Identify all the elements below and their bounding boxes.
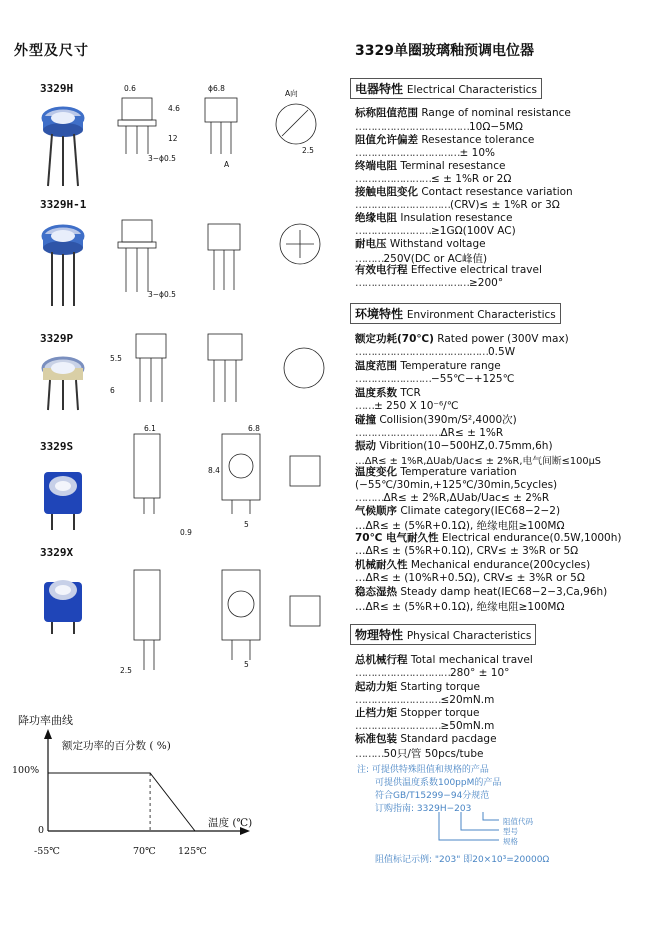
spec-value: (−55℃/30min,+125℃/30min,5cycles): [355, 479, 558, 491]
spec-row: 碰撞 Collision(390m/S²,4000次): [355, 414, 517, 426]
physical-heading: [350, 624, 536, 645]
environment-heading: [350, 303, 561, 324]
derating-xtick-70: 70℃: [133, 846, 156, 857]
environment-heading-cn: 环境特性: [355, 307, 404, 321]
spec-row: 额定功耗(70℃) Rated power (300V max): [355, 333, 569, 345]
model-label-3329p: 3329P: [40, 332, 74, 345]
dim-label: 5.5: [110, 354, 122, 363]
spec-value: ………50只/管 50pcs/tube: [355, 748, 484, 760]
spec-value: ……………………………………0.5W: [355, 346, 516, 358]
dim-label: 2.5: [120, 666, 132, 675]
order-code-bracket: [425, 812, 505, 852]
spec-value: ……………………………± 10%: [355, 147, 495, 159]
dim-label: 12: [168, 134, 178, 143]
spec-value: …ΔR≤ ± (5%R+0.1Ω), 绝缘电阻≥100MΩ: [355, 601, 565, 613]
spec-row: 阻值允许偏差 Resestance tolerance: [355, 134, 535, 146]
note-line: 订购指南: 3329H−203: [375, 804, 472, 814]
model-label-3329h-1: 3329H-1: [40, 198, 87, 211]
spec-row: 标称阻值范围 Range of nominal resistance: [355, 107, 571, 119]
note-example: 阻值标记示例: "203" 即20×10³=20000Ω: [375, 855, 550, 865]
dim-label: 0.9: [180, 528, 192, 537]
spec-row: 机械耐久性 Mechanical endurance(200cycles): [355, 559, 591, 571]
dim-label: 0.6: [124, 84, 136, 93]
spec-value: ……………………≥1GΩ(100V AC): [355, 225, 516, 237]
electrical-heading-cn: 电器特性: [355, 82, 404, 96]
electrical-heading-en: Electrical Characteristics: [406, 84, 537, 96]
note-code-spec: 规格: [503, 837, 518, 846]
model-label-3329h: 3329H: [40, 82, 74, 95]
model-label-3329s: 3329S: [40, 440, 74, 453]
dim-label: 5: [244, 660, 249, 669]
spec-value: ………………………≤20mN.m: [355, 694, 495, 706]
spec-row: 有效电行程 Effective electrical travel: [355, 264, 542, 276]
component-photo-3329p: [38, 352, 88, 412]
page-title: 3329单圈玻璃釉预调电位器: [355, 43, 534, 59]
spec-row: 稳态湿热 Steady damp heat(IEC68−2−3,Ca,96h): [355, 586, 608, 598]
environment-heading-en: Environment Characteristics: [406, 309, 556, 321]
note-code-res: 阻值代码: [503, 817, 533, 826]
dim-label: 4.6: [168, 104, 180, 113]
dim-label: 3−ϕ0.5: [148, 290, 176, 299]
derating-ylabel: 额定功率的百分数 ( %): [62, 740, 171, 752]
spec-value: ……………………≤ ± 1%R or 2Ω: [355, 173, 512, 185]
dim-label: A: [224, 160, 230, 169]
spec-row: 止档力矩 Stopper torque: [355, 707, 480, 719]
dim-label: 6.1: [144, 424, 156, 433]
derating-xlabel: 温度 (℃): [208, 817, 253, 829]
spec-row: 振动 Vibrition(10−500HZ,0.75mm,6h): [355, 440, 553, 452]
physical-heading-cn: 物理特性: [355, 628, 404, 642]
spec-value: ………………………………≥200°: [355, 277, 504, 289]
spec-row: 起动力矩 Starting torque: [355, 681, 481, 693]
spec-value: ……± 250 X 10⁻⁶/℃: [355, 400, 459, 412]
dim-label: A向: [285, 89, 298, 98]
section-title-dimensions: 外型及尺寸: [14, 43, 89, 59]
electrical-heading: [350, 78, 542, 99]
dim-label: 6.8: [248, 424, 260, 433]
derating-xtick-125: 125℃: [178, 846, 207, 857]
note-code-type: 型号: [503, 827, 518, 836]
dim-label: 3−ϕ0.5: [148, 154, 176, 163]
dim-label: 6: [110, 386, 115, 395]
spec-row: 气候顺序 Climate category(IEC68−2−2): [355, 505, 561, 517]
spec-value: …ΔR≤ ± 1%R,ΔUab/Uac≤ ± 2%R,电气间断≤100μS: [355, 456, 602, 467]
spec-value: ……………………−55℃−+125℃: [355, 373, 515, 385]
spec-value: …ΔR≤ ± (5%R+0.1Ω), 绝缘电阻≥100MΩ: [355, 520, 565, 532]
spec-value: ………ΔR≤ ± 2%R,ΔUab/Uac≤ ± 2%R: [355, 492, 550, 504]
spec-value: …ΔR≤ ± (5%R+0.1Ω), CRV≤ ± 3%R or 5Ω: [355, 545, 579, 557]
dimension-drawing-3329x: [110, 560, 340, 700]
component-photo-3329h-1: [38, 218, 88, 308]
derating-title: 降功率曲线: [18, 714, 73, 727]
spec-value: …………………………280° ± 10°: [355, 667, 510, 679]
component-photo-3329s: [38, 462, 88, 532]
spec-row: 温度范围 Temperature range: [355, 360, 501, 372]
spec-row: 温度变化 Temperature variation: [355, 466, 517, 478]
spec-row: 绝缘电阻 Insulation resestance: [355, 212, 513, 224]
derating-ytick-0: 0: [38, 825, 45, 836]
spec-value: …ΔR≤ ± (10%R+0.5Ω), CRV≤ ± 3%R or 5Ω: [355, 572, 585, 584]
derating-ytick-100: 100%: [12, 765, 40, 776]
spec-row: 耐电压 Withstand voltage: [355, 238, 486, 250]
spec-value: ………………………ΔR≤ ± 1%R: [355, 427, 504, 439]
derating-line: [48, 773, 195, 831]
spec-row: 温度系数 TCR: [355, 387, 421, 399]
component-photo-3329x: [38, 568, 88, 638]
spec-row: 70℃ 电气耐久性 Electrical endurance(0.5W,1000h): [355, 532, 622, 544]
note-line: 注: 可提供特殊阻值和规格的产品: [357, 765, 489, 775]
spec-value: ………………………………10Ω−5MΩ: [355, 121, 523, 133]
spec-row: 标准包装 Standard pacdage: [355, 733, 497, 745]
dim-label: ϕ6.8: [208, 84, 225, 93]
spec-value: ………………………≥50mN.m: [355, 720, 495, 732]
order-code: 3329H−203: [416, 804, 472, 814]
note-line: 可提供温度系数100ppM的产品: [375, 778, 502, 788]
physical-heading-en: Physical Characteristics: [406, 630, 532, 642]
spec-value: …………………………(CRV)≤ ± 1%R or 3Ω: [355, 199, 560, 211]
dim-label: 8.4: [208, 466, 220, 475]
spec-row: 接触电阻变化 Contact resestance variation: [355, 186, 573, 198]
y-axis-arrow-icon: [44, 729, 52, 739]
derating-xtick-n55: -55℃: [34, 846, 60, 857]
note-line: 符合GB/T15299−94分规范: [375, 791, 490, 801]
component-photo-3329h: [38, 98, 88, 188]
spec-row: 总机械行程 Total mechanical travel: [355, 654, 533, 666]
model-label-3329x: 3329X: [40, 546, 74, 559]
spec-row: 终端电阻 Terminal resestance: [355, 160, 506, 172]
spec-value: ………250V(DC or AC峰值): [355, 253, 488, 265]
dim-label: 2.5: [302, 146, 314, 155]
dim-label: 5: [244, 520, 249, 529]
